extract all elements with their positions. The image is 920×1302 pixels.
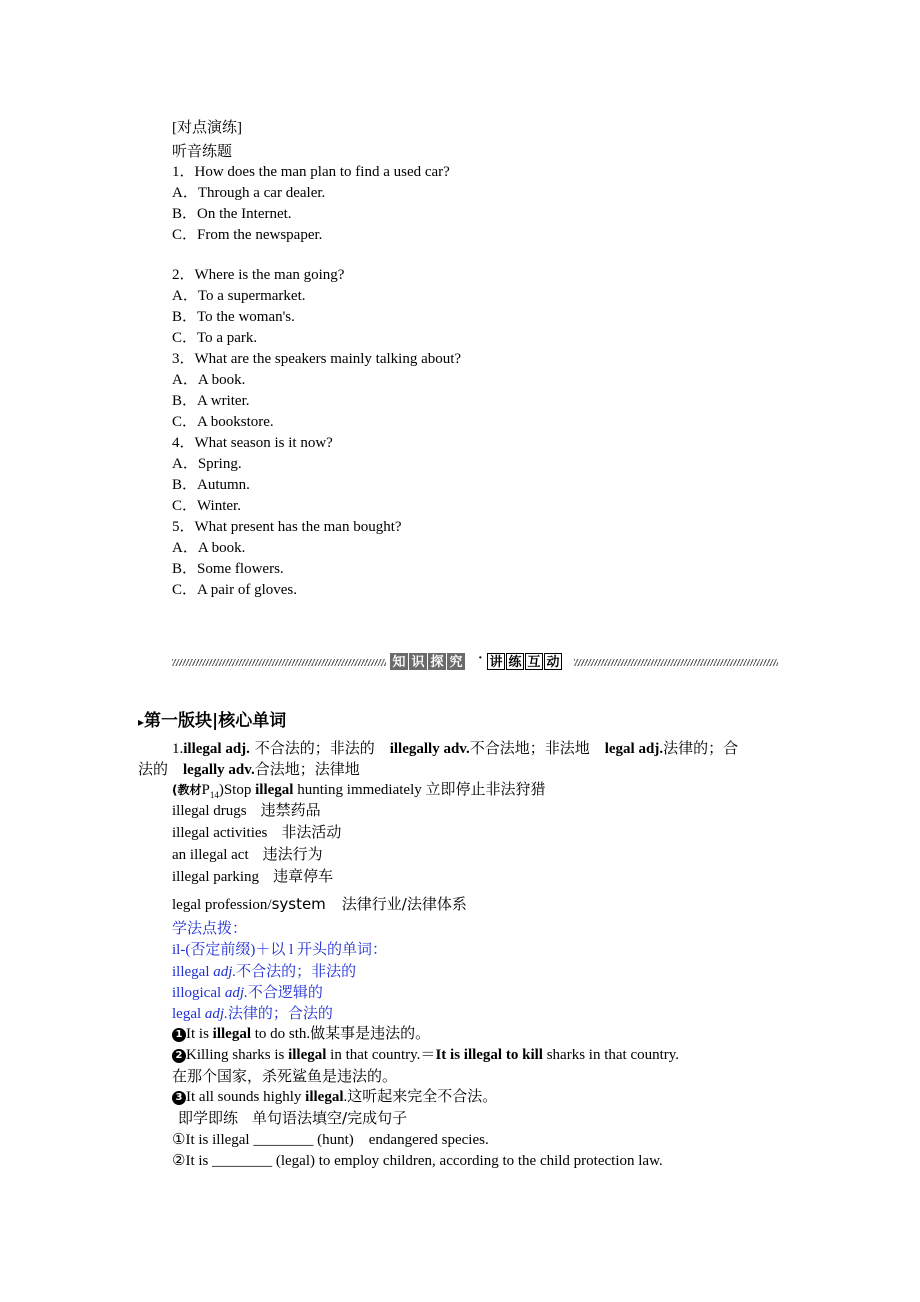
example-3-pre: It all sounds highly: [186, 1089, 306, 1105]
phrase-en: illegal activities: [172, 825, 268, 841]
tips-zh: 法律的；合法的: [227, 1004, 333, 1022]
tips-item: [172, 982, 323, 1003]
example-2-bold: illegal: [288, 1047, 327, 1063]
legal-phrase-en: legal profession/: [172, 897, 272, 913]
legal-phrase-zh: 法律行业/法律体系: [341, 895, 467, 913]
example-2-mid: in that country.＝: [326, 1047, 436, 1063]
tips-word: illogical: [172, 985, 225, 1001]
banner-char: 知: [390, 653, 408, 670]
phrase-zh: 违禁药品: [260, 801, 321, 819]
tips-word: illegal: [172, 964, 214, 980]
meaning-legally: 合法地；法律地: [254, 760, 360, 778]
option-2c: C．To a park.: [172, 330, 258, 346]
tips-pos: adj.: [204, 1006, 228, 1022]
banner-char: 识: [409, 653, 427, 670]
option-2a: A．To a supermarket.: [172, 288, 306, 304]
tips-item: [172, 1003, 333, 1024]
number-2-badge-icon: 2: [172, 1049, 186, 1063]
option-3a: A．A book.: [172, 372, 246, 388]
phrase-item: [172, 822, 341, 843]
number-1-badge-icon: 1: [172, 1028, 186, 1042]
example-2-bold2: It is illegal to kill: [435, 1047, 543, 1063]
option-5a: A．A book.: [172, 540, 246, 556]
example-2: [172, 1045, 679, 1065]
banner-hatch-right: [574, 659, 778, 666]
phrase-en: illegal drugs: [172, 803, 247, 819]
exercise-item-2: ②It is ________ (legal) to employ children, according to the child protection law.: [172, 1153, 663, 1169]
phrase-zh: 违法行为: [262, 845, 323, 863]
tips-pos: adj.: [224, 985, 248, 1001]
example-1-pre: It is: [186, 1026, 213, 1042]
phrase-zh: 违章停车: [273, 867, 334, 885]
tips-title: 学法点拨：: [172, 919, 248, 937]
phrase-item: [172, 866, 333, 887]
option-1c: C．From the newspaper.: [172, 227, 323, 243]
banner-char: 究: [447, 653, 465, 670]
exercise-instruction: 单句语法填空/完成句子: [252, 1109, 408, 1127]
textbook-page: P: [201, 782, 210, 798]
option-4c: C．Winter.: [172, 498, 241, 514]
tips-pos: adj.: [213, 964, 237, 980]
option-1a: A．Through a car dealer.: [172, 185, 326, 201]
tips-item: [172, 961, 356, 982]
phrase-item: [172, 844, 323, 865]
option-5c: C．A pair of gloves.: [172, 582, 297, 598]
banner-separator: ·: [478, 651, 483, 666]
banner-char: 互: [525, 653, 543, 670]
headword-legal: legal adj.: [604, 741, 664, 757]
example-bold: illegal: [255, 782, 294, 798]
banner-char: 讲: [487, 653, 505, 670]
option-4b: B．Autumn.: [172, 477, 250, 493]
banner-hatch-left: [172, 659, 386, 666]
phrase-en: illegal parking: [172, 869, 260, 885]
banner-right-group: [487, 653, 563, 671]
question-3: 3．What are the speakers mainly talking about?: [172, 351, 462, 367]
example-post: hunting immediately 立即停止非法狩猎: [293, 782, 546, 798]
banner-char: 动: [544, 653, 562, 670]
question-5: 5．What present has the man bought?: [172, 519, 402, 535]
example-3-bold: illegal: [305, 1089, 344, 1105]
banner-char: 练: [506, 653, 524, 670]
entry-line-2: [138, 759, 360, 780]
tips-zh: 不合逻辑的: [247, 983, 323, 1001]
option-3c: C．A bookstore.: [172, 414, 274, 430]
phrase-en: an illegal act: [172, 847, 249, 863]
textbook-tag: (教材: [172, 783, 202, 797]
entry-line-1: [172, 738, 738, 759]
example-pre: Stop: [223, 782, 256, 798]
exercise-header: [178, 1108, 407, 1128]
section-title: [138, 706, 286, 731]
exercise-title: 即学即练: [178, 1109, 239, 1127]
legal-phrase-en2: system: [271, 895, 326, 913]
question-4: 4．What season is it now?: [172, 435, 333, 451]
textbook-close: ): [218, 782, 224, 798]
question-2: 2．Where is the man going?: [172, 267, 345, 283]
section-title-text: 第一版块|核心单词: [144, 711, 287, 731]
option-2b: B．To the woman's.: [172, 309, 295, 325]
textbook-page-sub: 14: [209, 790, 219, 800]
example-3: [172, 1087, 497, 1107]
tips-rule: il-(否定前缀)＋以 l 开头的单词：: [172, 942, 387, 958]
question-1: 1．How does the man plan to find a used car?: [172, 164, 450, 180]
phrase-zh: 非法活动: [281, 823, 342, 841]
headword-legally: legally adv.: [183, 762, 255, 778]
phrase-item: [172, 800, 321, 821]
example-1-post: to do sth.做某事是违法的。: [251, 1026, 431, 1042]
section-banner: [172, 651, 778, 673]
legal-phrase: [172, 894, 467, 915]
example-2-pre: Killing sharks is: [186, 1047, 289, 1063]
headword-illegally: illegally adv.: [389, 741, 470, 757]
entry-number: 1.: [172, 741, 184, 757]
option-4a: A．Spring.: [172, 456, 242, 472]
example-2-post: sharks in that country.: [542, 1047, 680, 1063]
headword-illegal: illegal adj.: [183, 741, 250, 757]
tips-zh: 不合法的；非法的: [236, 962, 357, 980]
option-1b: B．On the Internet.: [172, 206, 292, 222]
option-5b: B．Some flowers.: [172, 561, 284, 577]
example-3-post: .这听起来完全不合法。: [343, 1089, 498, 1105]
tips-word: legal: [172, 1006, 205, 1022]
practice-subheader: 听音练题: [172, 144, 233, 160]
triangle-marker-icon: ▸: [138, 715, 145, 729]
banner-char: 探: [428, 653, 446, 670]
meaning-illegally: 不合法地；非法地: [469, 739, 605, 757]
exercise-item-1: ①It is illegal ________ (hunt) endangered species.: [172, 1132, 489, 1148]
option-3b: B．A writer.: [172, 393, 250, 409]
example-1: [172, 1024, 430, 1044]
example-2-translation: 在那个国家，杀死鲨鱼是违法的。: [172, 1067, 398, 1085]
meaning-legal-cont: 法的: [138, 760, 184, 778]
practice-header: [对点演练]: [172, 120, 242, 136]
number-3-badge-icon: 3: [172, 1091, 186, 1105]
meaning-illegal: 不合法的；非法的: [249, 739, 390, 757]
example-1-bold: illegal: [212, 1026, 251, 1042]
banner-left-group: [390, 653, 466, 671]
meaning-legal: 法律的；合: [663, 739, 739, 757]
